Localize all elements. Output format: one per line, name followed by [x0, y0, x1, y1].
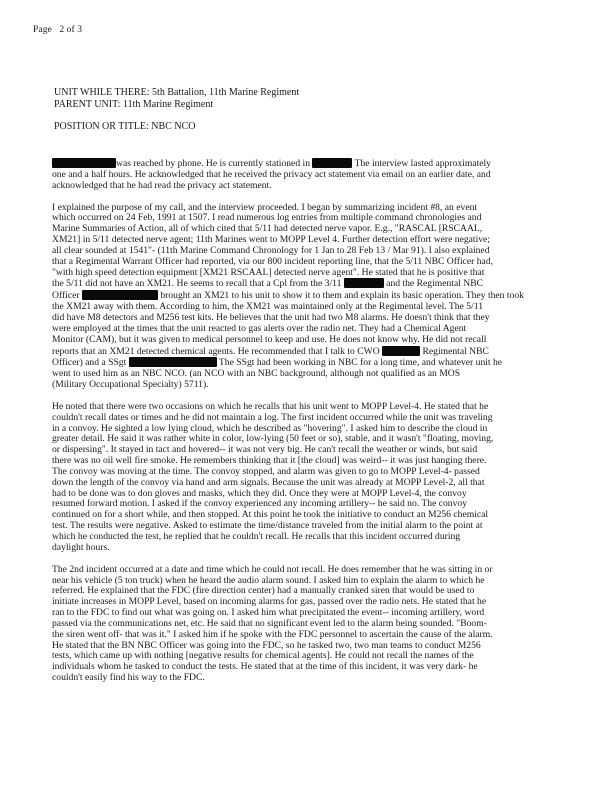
text-segment: all clear sounded at 1541"- (11th Marine Command Chronology for 1 Jan to 28 Feb 13 / Mar 91). I also explained [52, 244, 490, 256]
redaction-bar [82, 290, 158, 300]
text-segment: He stated that the BN NBC Officer was going into the FDC, so he tasked two, two man teams to conduct M256 [52, 639, 481, 651]
text-segment: near his vehicle (5 ton truck) when he heard the audio alarm sound. I asked him to explain the alarm to which he [52, 574, 485, 586]
text-segment: "with high speed detection equipment [XM21 RSCAAL] detected nerve agent". He stated that he is positive that [52, 266, 485, 278]
text-segment: the 5/11 did not have an XM21. He seems to recall that a Cpl from the 3/11 [52, 278, 344, 290]
text-segment: passed via the communications net, etc. He said that no significant event led to the alarm being sounded. "Boom- [52, 617, 487, 629]
text-segment: The interview lasted approximately [352, 158, 491, 169]
text-segment: The 2nd incident occurred at a date and time which he could not recall. He does remember that he was sitting in or [52, 563, 493, 575]
text-segment: initiate increases in MOPP Level, based on incoming alarms for gas, passed over the radio nets. He stated that he [52, 596, 487, 608]
text-segment: test. The results were negative. Asked to estimate the time/distance traveled from the initial alarm to the point at [52, 520, 483, 532]
paragraph [52, 402, 584, 554]
text-segment: or dispersing". It stayed in tact and hovered-- it was not very big. He can't recall the weather or winds, but said [52, 444, 478, 456]
text-segment: one and a half hours. He acknowledged that he received the privacy act statement via email on an earlier date, and [52, 168, 491, 180]
text-segment: did have M8 detectors and M256 test kits. He believes that the unit had two M8 alarms. He doesn't think that they [52, 311, 490, 323]
parent-unit: PARENT UNIT: 11th Marine Regiment [54, 98, 214, 110]
page-number [33, 25, 82, 35]
text-line [52, 181, 584, 192]
text-segment: The convoy was moving at the time. The convoy stopped, and alarm was given to go to MOPP Level-4- passed [52, 465, 480, 477]
text-segment: had to be done was to don gloves and masks, which they did. Once they were at MOPP Level-4, the convoy [52, 487, 467, 499]
text-line [52, 673, 584, 684]
text-segment: were employed at the times that the unit reacted to gas alerts over the radio net. They had a Chemical Agent [52, 322, 467, 334]
text-segment: The SSgt had been working in NBC for a long time, and whatever unit he [216, 357, 503, 369]
text-segment: which occurred on 24 Feb, 1991 at 1507. I read numerous log entries from multiple command chronologies and [52, 212, 482, 224]
text-segment: continued on for a short while, and then stopped. At this point he took the initiative to conduct an M256 chemical [52, 509, 489, 521]
text-segment: couldn't easily find his way to the FDC. [52, 672, 205, 684]
text-segment: Marine Summaries of Action, all of which cited that 5/11 had detected nerve vapor. E.g., "RASCAL [RSCAAL, [52, 223, 483, 235]
text-segment: individuals whom he tasked to conduct the tests. He stated that at the time of this incident, it was very dark- he [52, 661, 478, 673]
text-segment: I explained the purpose of my call, and the interview proceeded. I began by summarizing incident #8, an event [52, 201, 478, 213]
paragraph [52, 203, 584, 391]
text-segment: there was no oil well fire smoke. He remembers thinking that it [the cloud] was weird-- it was just hanging there. [52, 455, 487, 467]
position-title: POSITION OR TITLE: NBC NCO [54, 121, 196, 132]
redaction-bar [382, 346, 420, 356]
text-segment: tests, which came up with nothing [negative results for chemical agents]. He could not recall the names of the [52, 650, 474, 662]
text-line [52, 380, 584, 391]
text-segment: Regimental NBC [420, 345, 489, 357]
text-segment: Officer [52, 290, 82, 302]
text-segment: daylight hours. [52, 541, 110, 553]
page-count: 2 of 3 [59, 25, 83, 35]
redaction-bar [129, 357, 217, 367]
text-segment: couldn't recall dates or times and he did not maintain a log. The first incident occurred while the unit was traveling [52, 411, 493, 423]
text-segment: the XM21 away with them. According to him, the XM21 was maintained only at the Regimental level. The 5/11 [52, 301, 483, 313]
text-segment: XM21] in 5/11 detected nerve agent; 11th Marines went to MOPP Level 4. Further detection effort were negative; [52, 234, 490, 246]
text-segment: that a Regimental Warrant Officer had reported, via our 800 incident reporting line, that the 5/11 NBC Officer had, [52, 255, 494, 267]
text-segment: ran to the FDC to find out what was going on. I asked him what precipitated the event-- incoming artillery, word [52, 607, 485, 619]
interview-body [52, 158, 584, 695]
text-segment: went to used him as an NBC NCO. (an NCO with an NBC background, although not qualified as an MOS [52, 368, 461, 380]
text-segment: acknowledged that he had read the privacy act statement. [52, 179, 272, 191]
text-line [52, 268, 584, 279]
text-segment: resumed forward motion. I asked if the convoy experienced any incoming artillery-- he said no. The convoy [52, 498, 468, 510]
unit-while-there: UNIT WHILE THERE: 5th Battalion, 11th Marine Regiment [54, 87, 300, 98]
page-label: Page [33, 25, 52, 35]
text-segment: was reached by phone. He is currently stationed in [116, 158, 313, 169]
redaction-bar [312, 158, 352, 168]
text-segment: Officer) and a SSgt [52, 357, 129, 369]
text-segment: (Military Occupational Specialty) 5711). [52, 379, 209, 391]
redaction-bar [52, 158, 116, 168]
paragraph [52, 565, 584, 684]
text-line [52, 346, 584, 358]
text-segment: in a convoy. He sighted a low lying cloud, which he described as "hovering". I asked him to describe the cloud in [52, 422, 488, 434]
text-line [52, 278, 584, 290]
text-segment: brought an XM21 to his unit to show it to them and explain its basic operation. They then took [157, 290, 524, 302]
text-segment: and the Regimental NBC [383, 278, 484, 290]
text-segment: which he conducted the test, he replied that he couldn't recall. He recalls that this incident occurred during [52, 531, 461, 542]
text-line [52, 335, 584, 346]
redaction-bar [344, 278, 384, 288]
text-segment: reports that an XM21 detected chemical agents. He recommended that I talk to CWO [52, 345, 383, 357]
text-segment: the siren went off- that was it." I asked him if he spoke with the FDC personnel to ascertain the cause of the alarm. [52, 628, 493, 640]
text-segment: He noted that there were two occasions on which he recalls that his unit went to MOPP Level-4. He stated that he [52, 400, 489, 412]
paragraph [52, 158, 584, 192]
text-line [52, 543, 584, 554]
text-segment: greater detail. He said it was rather white in color, low-lying (50 feet or so), stable, and it wasn't "floating, moving, [52, 433, 494, 445]
text-segment: Monitor (CAM), but it was given to medical personnel to keep and use. He does not know why. He did not recall [52, 333, 487, 345]
unit-header [54, 87, 299, 110]
text-segment: referred. He explained that the FDC (fire direction center) had a manually cranked siren that would be used to [52, 585, 475, 597]
text-segment: down the length of the convoy via hand and arm signals. Because the unit was already at MOPP Level-2, all that [52, 476, 485, 488]
text-line [52, 532, 584, 543]
